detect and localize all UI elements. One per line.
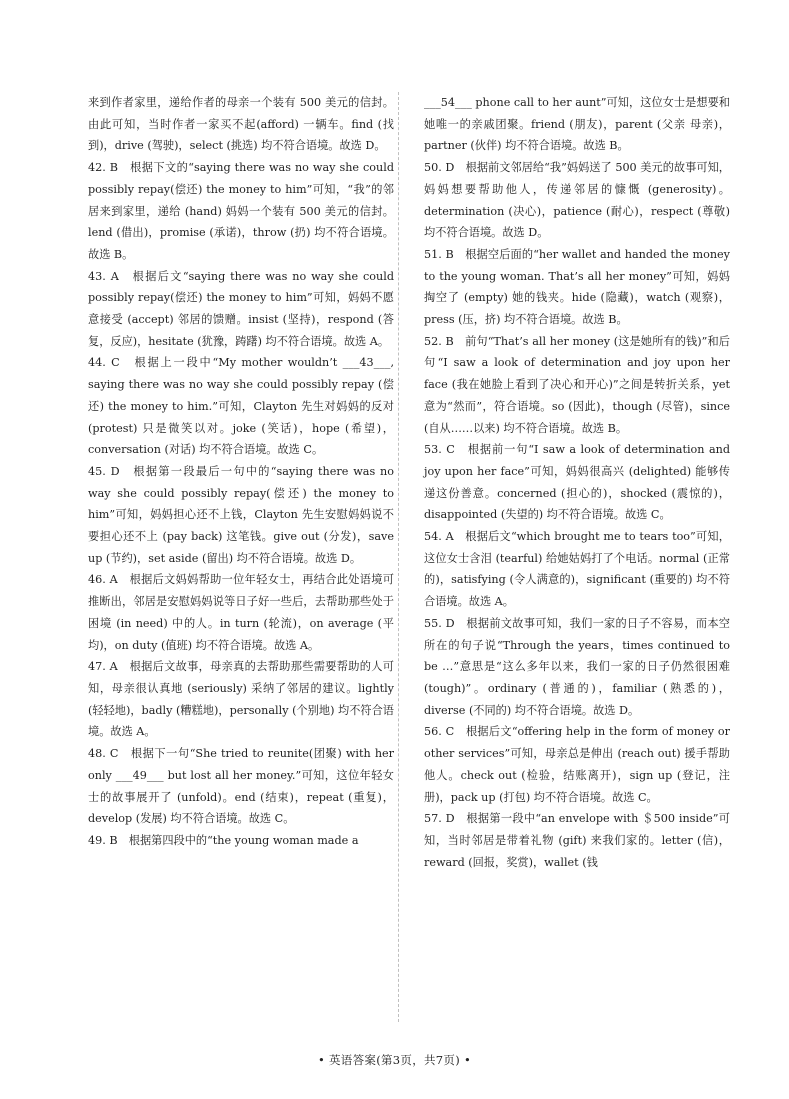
answer-entry-46: 46. A 根据后文妈妈帮助一位年轻女士，再结合此处语境可推断出，邻居是安慰妈妈说等日子好一些后，去帮助那些处于困境 (in need) 中的人。in turn (轮流)，on average (平均)，on duty (值班) 均不符合语境。故选 A。	[88, 573, 394, 652]
column-divider	[398, 92, 399, 1022]
answer-entry-56: 56. C 根据后文“offering help in the form of money or other services”可知，母亲总是伸出 (reach out) 援手帮助他人。check out (检验，结账离开)，sign up (登记，注册)，pack up (打包) 均不符合语境。故选 C。	[424, 725, 730, 804]
answer-entry: 来到作者家里，递给作者的母亲一个装有 500 美元的信封。由此可知，当时作者一家买不起(afford) 一辆车。find (找到)，drive (驾驶)，select (挑选) 均不符合语境。故选 D。	[88, 96, 394, 153]
answer-entry-47: 47. A 根据后文故事，母亲真的去帮助那些需要帮助的人可知，母亲很认真地 (seriously) 采纳了邻居的建议。lightly (轻轻地)，badly (糟糕地)，personally (个别地) 均不符合语境。故选 A。	[88, 660, 394, 739]
answer-entry-42: 42. B 根据下文的“saying there was no way she could possibly repay(偿还) the money to him”可知，“我”的邻居来到家里，递给 (hand) 妈妈一个装有 500 美元的信封。lend (借出)，promise (承诺)，throw (扔) 均不符合语境。故选 B。	[88, 161, 394, 261]
answer-entry-45: 45. D 根据第一段最后一句中的“saying there was no way she could possibly repay(偿还) the money to him”可知，妈妈担心还不上钱，Clayton 先生安慰妈妈说不要担心还不上 (pay back) 这笔钱。give out (分发)，save up (节约)，set aside (留出) 均不符合语境。故选 D。	[88, 464, 394, 565]
answer-entry-57: 57. D 根据第一段中“an envelope with ＄500 inside”可知，当时邻居是带着礼物 (gift) 来我们家的。letter (信)，reward (回报，奖赏)，wallet (钱	[424, 812, 730, 869]
answer-entry-49-cont: ___54___ phone call to her aunt”可知，这位女士是想要和她唯一的亲戚团聚。friend (朋友)，parent (父亲 母亲)，partner (伙伴) 均不符合语境。故选 B。	[424, 96, 730, 153]
answer-entry-48: 48. C 根据下一句“She tried to reunite(团聚) with her only ___49___ but lost all her money.”可知，这位年轻女士的故事展开了 (unfold)。end (结束)，repeat (重复)，develop (发展) 均不符合语境。故选 C。	[88, 747, 394, 826]
answer-entry-49: 49. B 根据第四段中的“the young woman made a	[88, 833, 359, 847]
answer-entry-54: 54. A 根据后文“which brought me to tears too”可知，这位女士含泪 (tearful) 给她姑妈打了个电话。normal (正常的)，satisfying (令人满意的)，significant (重要的) 均不符合语境。故选 A。	[424, 530, 730, 609]
right-column	[424, 92, 730, 873]
answer-entry-52: 52. B 前句“That’s all her money (这是她所有的钱)”和后句“I saw a look of determination and joy upon her face (我在她脸上看到了决心和开心)”之间是转折关系，yet 意为“然而”，符合语境。so (因此)，though (尽管)，since (自从……以来) 均不符合语境。故选 B。	[424, 334, 730, 435]
left-column	[88, 92, 394, 852]
answer-entry-53: 53. C 根据前一句“I saw a look of determination and joy upon her face”可知，妈妈很高兴 (delighted) 能够传递这份善意。concerned (担心的)，shocked (震惊的)，disappointed (失望的) 均不符合语境。故选 C。	[424, 443, 730, 522]
answer-entry-51: 51. B 根据空后面的“her wallet and handed the money to the young woman. That’s all her money”可知，妈妈掏空了 (empty) 她的钱夹。hide (隐藏)，watch (观察)，press (压，挤) 均不符合语境。故选 B。	[424, 247, 730, 327]
answer-entry-55: 55. D 根据前文故事可知，我们一家的日子不容易，而本空所在的句子说“Through the years，times continued to be …”意思是“这么多年以来，我们一家的日子仍然很困难 (tough)”。ordinary (普通的)，familiar (熟悉的)，diverse (不同的) 均不符合语境。故选 D。	[424, 616, 730, 717]
answer-entry-44: 44. C 根据上一段中“My mother wouldn’t ___43___, saying there was no way she could possibly repay (偿还) the money to him.”可知，Clayton 先生对妈妈的反对 (protest) 只是微笑以对。joke (笑话)，hope (希望)，conversation (对话) 均不符合语境。故选 C。	[88, 356, 394, 457]
answer-entry-50: 50. D 根据前文邻居给“我”妈妈送了 500 美元的故事可知，妈妈想要帮助他人，传递邻居的慷慨 (generosity)。determination (决心)，patience (耐心)，respect (尊敬) 均不符合语境。故选 D。	[424, 161, 730, 240]
page-footer: • 英语答案(第3页，共7页) •	[317, 1053, 472, 1067]
answer-entry-43: 43. A 根据后文“saying there was no way she could possibly repay(偿还) the money to him”可知，妈妈不愿意接受 (accept) 邻居的馈赠。insist (坚持)，respond (答复，反应)，hesitate (犹豫，踌躇) 均不符合语境。故选 A。	[88, 269, 394, 348]
